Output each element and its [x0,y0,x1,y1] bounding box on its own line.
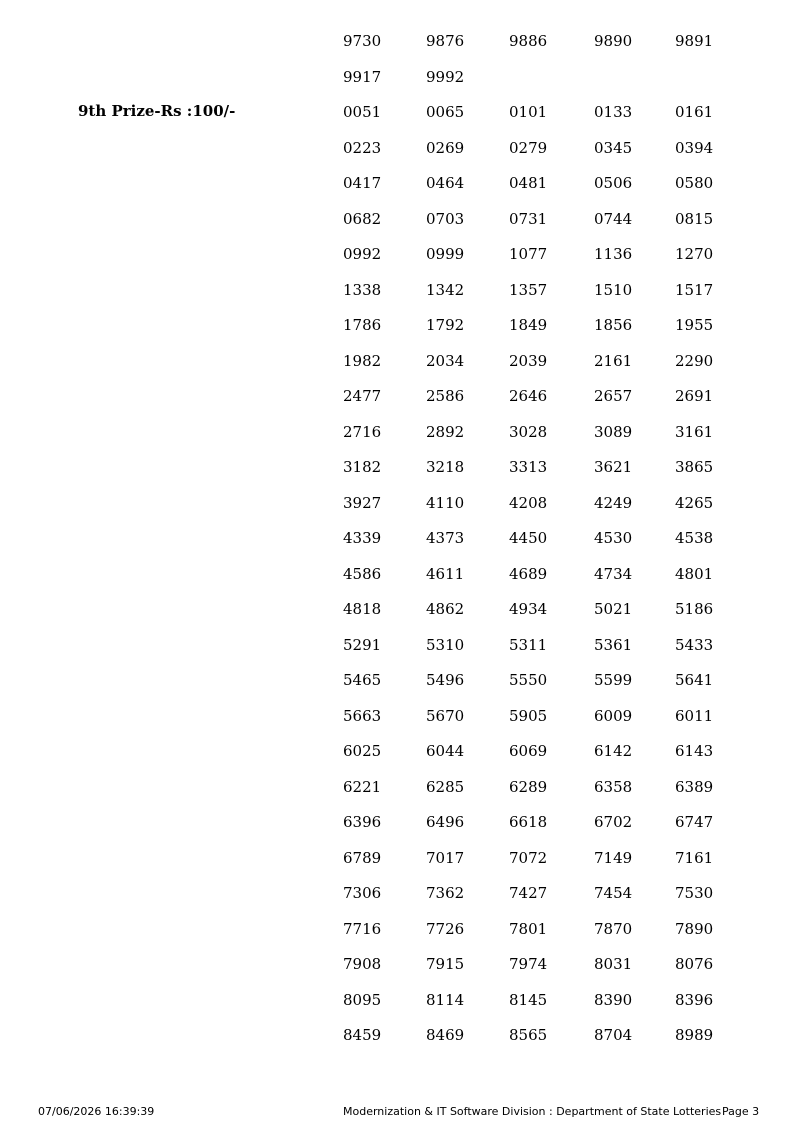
ticket-number: 6011 [675,706,714,725]
ticket-number: 2586 [426,387,465,405]
number-row [0,564,800,584]
ticket-number: 1077 [509,245,548,263]
number-row [0,635,800,655]
ticket-number: 8989 [675,1026,714,1044]
ticket-number: 9917 [343,67,382,86]
ticket-number: 4249 [594,493,633,512]
ticket-number: 6496 [426,813,465,831]
ticket-number: 7362 [426,884,465,902]
number-row [0,173,800,193]
ticket-number: 3161 [675,422,714,441]
ticket-number: 4586 [343,564,382,583]
number-row [0,812,800,832]
ticket-number: 9876 [426,32,465,50]
number-row [0,741,800,761]
ticket-number: 0682 [343,209,382,228]
ticket-number: 6747 [675,813,714,831]
ticket-number: 0999 [426,245,465,263]
ticket-number: 6069 [509,742,548,760]
ticket-number: 3927 [343,493,382,512]
ticket-number: 8704 [594,1026,633,1044]
number-row [0,422,800,442]
ticket-number: 4110 [426,493,465,512]
ticket-number: 8031 [594,955,633,973]
number-row [0,919,800,939]
number-row [0,1025,800,1045]
ticket-number: 9886 [509,32,548,50]
ticket-number: 7306 [343,884,382,902]
ticket-number: 7908 [343,955,382,973]
ticket-number: 7161 [675,848,714,867]
ticket-number: 4611 [426,564,465,583]
ticket-number: 8145 [509,990,548,1009]
ticket-number: 0051 [343,103,382,121]
number-row [0,209,800,229]
ticket-number: 0101 [509,103,548,121]
ticket-number: 0133 [594,103,633,121]
ticket-number: 0703 [426,209,465,228]
ticket-number: 8396 [675,990,714,1009]
number-row [0,280,800,300]
footer-page-number: Page 3 [722,1105,760,1118]
ticket-number: 7726 [426,919,465,938]
ticket-number: 1136 [594,245,633,263]
ticket-number: 3182 [343,458,382,476]
ticket-number: 0065 [426,103,465,121]
ticket-number: 0580 [675,174,714,192]
number-row [0,670,800,690]
ticket-number: 7072 [509,848,548,867]
ticket-number: 1270 [675,245,714,263]
ticket-number: 8114 [426,990,465,1009]
ticket-number: 6009 [594,706,633,725]
ticket-number: 5311 [509,635,548,654]
ticket-number: 1955 [675,316,714,334]
ticket-number: 6143 [675,742,714,760]
ticket-number: 0481 [509,174,548,192]
ticket-number: 5361 [594,635,633,654]
number-row [0,386,800,406]
ticket-number: 2646 [509,387,548,405]
ticket-number: 0394 [675,138,714,157]
ticket-number: 7974 [509,955,548,973]
ticket-number: 4450 [509,529,548,547]
ticket-number: 2691 [675,387,714,405]
ticket-number: 9992 [426,67,465,86]
ticket-number: 2161 [594,351,633,370]
ticket-number: 5310 [426,635,465,654]
ticket-number: 0345 [594,138,633,157]
ticket-number: 0223 [343,138,382,157]
ticket-number: 6044 [426,742,465,760]
ticket-number: 5465 [343,671,382,689]
ticket-number: 8390 [594,990,633,1009]
number-row [0,31,800,51]
ticket-number: 7890 [675,919,714,938]
ticket-number: 2657 [594,387,633,405]
ticket-number: 1982 [343,351,382,370]
ticket-number: 8565 [509,1026,548,1044]
number-row [0,138,800,158]
ticket-number: 5433 [675,635,714,654]
ticket-number: 6702 [594,813,633,831]
ticket-number: 1849 [509,316,548,334]
ticket-number: 5663 [343,706,382,725]
ticket-number: 9890 [594,32,633,50]
ticket-number: 5021 [594,600,633,618]
ticket-number: 3028 [509,422,548,441]
ticket-number: 1517 [675,280,714,299]
ticket-number: 0731 [509,209,548,228]
ticket-number: 8469 [426,1026,465,1044]
ticket-number: 2039 [509,351,548,370]
ticket-number: 5599 [594,671,633,689]
ticket-number: 0269 [426,138,465,157]
ticket-number: 8459 [343,1026,382,1044]
number-row [0,457,800,477]
ticket-number: 5186 [675,600,714,618]
ticket-number: 2034 [426,351,465,370]
number-row [0,706,800,726]
ticket-number: 4818 [343,600,382,618]
ticket-number: 8095 [343,990,382,1009]
number-row [0,883,800,903]
ticket-number: 3865 [675,458,714,476]
ticket-number: 2716 [343,422,382,441]
ticket-number: 4734 [594,564,633,583]
ticket-number: 4373 [426,529,465,547]
number-row [0,102,800,122]
ticket-number: 7530 [675,884,714,902]
ticket-number: 5670 [426,706,465,725]
ticket-number: 3313 [509,458,548,476]
number-row [0,315,800,335]
ticket-number: 6358 [594,777,633,796]
ticket-number: 7915 [426,955,465,973]
ticket-number: 7870 [594,919,633,938]
ticket-number: 4538 [675,529,714,547]
number-row [0,493,800,513]
ticket-number: 8076 [675,955,714,973]
ticket-number: 5905 [509,706,548,725]
ticket-number: 9730 [343,32,382,50]
ticket-number: 7454 [594,884,633,902]
ticket-number: 7017 [426,848,465,867]
footer-division: Modernization & IT Software Division : Department of State Lotteries [343,1105,722,1118]
ticket-number: 1786 [343,316,382,334]
ticket-number: 6618 [509,813,548,831]
ticket-number: 5550 [509,671,548,689]
ticket-number: 0744 [594,209,633,228]
ticket-number: 5291 [343,635,382,654]
ticket-number: 6142 [594,742,633,760]
number-row [0,777,800,797]
ticket-number: 6789 [343,848,382,867]
ticket-number: 4689 [509,564,548,583]
ticket-number: 2290 [675,351,714,370]
ticket-number: 6025 [343,742,382,760]
ticket-number: 5496 [426,671,465,689]
ticket-number: 0279 [509,138,548,157]
number-row [0,351,800,371]
ticket-number: 1792 [426,316,465,334]
ticket-number: 0815 [675,209,714,228]
ninth-prize-label: 9th Prize-Rs :100/- [78,102,236,120]
ticket-number: 3218 [426,458,465,476]
ticket-number: 0464 [426,174,465,192]
ticket-number: 5641 [675,671,714,689]
ticket-number: 6221 [343,777,382,796]
ticket-number: 0992 [343,245,382,263]
ticket-number: 2892 [426,422,465,441]
ticket-number: 6285 [426,777,465,796]
ticket-number: 4530 [594,529,633,547]
ticket-number: 1856 [594,316,633,334]
ticket-number: 4339 [343,529,382,547]
footer-timestamp: 07/06/2026 16:39:39 [38,1105,155,1118]
ticket-number: 7427 [509,884,548,902]
ticket-number: 4934 [509,600,548,618]
ticket-number: 6389 [675,777,714,796]
ticket-number: 3621 [594,458,633,476]
number-row [0,954,800,974]
ticket-number: 1338 [343,280,382,299]
ticket-number: 7716 [343,919,382,938]
number-row [0,990,800,1010]
number-row [0,244,800,264]
ticket-number: 1510 [594,280,633,299]
ticket-number: 4208 [509,493,548,512]
ticket-number: 4801 [675,564,714,583]
number-row [0,528,800,548]
ticket-number: 3089 [594,422,633,441]
ticket-number: 1342 [426,280,465,299]
ticket-number: 0506 [594,174,633,192]
ticket-number: 0161 [675,103,714,121]
ticket-number: 4265 [675,493,714,512]
ticket-number: 6289 [509,777,548,796]
ticket-number: 1357 [509,280,548,299]
number-row [0,599,800,619]
ticket-number: 7149 [594,848,633,867]
ticket-number: 0417 [343,174,382,192]
number-row [0,848,800,868]
ticket-number: 2477 [343,387,382,405]
ticket-number: 7801 [509,919,548,938]
ticket-number: 4862 [426,600,465,618]
number-row [0,67,800,87]
ticket-number: 6396 [343,813,382,831]
ticket-number: 9891 [675,32,714,50]
